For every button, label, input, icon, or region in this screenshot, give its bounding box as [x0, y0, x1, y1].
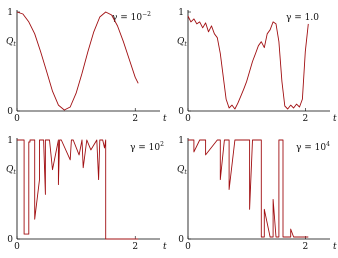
gamma-label-base: γ = 10	[296, 143, 327, 153]
y-axis-label: $Q_t$	[6, 165, 16, 176]
y-axis-label: $Q_t$	[177, 37, 187, 48]
x-tick-label: 0	[185, 242, 191, 252]
panel-4	[177, 136, 337, 252]
gamma-label-base: γ = 10	[112, 13, 143, 23]
series-line-Q	[17, 140, 138, 239]
gamma-label-exponent: 4	[326, 141, 330, 148]
y-tick-label: 1	[178, 8, 184, 18]
y-axis-label-sub: t	[13, 41, 16, 48]
panel-2	[177, 8, 337, 124]
y-axis-label: $Q_t$	[177, 165, 187, 176]
gamma-label	[286, 13, 319, 23]
x-tick-label: 2	[132, 114, 139, 124]
y-tick-label: 0	[7, 107, 13, 117]
gamma-label	[130, 141, 164, 153]
x-tick-label: 0	[185, 114, 191, 124]
y-axis-label-sub: t	[184, 41, 187, 48]
x-tick-label: 0	[14, 114, 20, 124]
y-tick-label: 1	[7, 8, 13, 18]
y-axis-label-sub: t	[13, 169, 16, 176]
panel-3	[6, 136, 167, 252]
x-tick-label: 2	[302, 242, 309, 252]
x-axis-label: t	[333, 242, 337, 252]
gamma-label-exponent: −2	[142, 11, 151, 18]
y-axis-label: $Q_t$	[6, 37, 16, 48]
y-tick-label: 1	[7, 136, 13, 146]
gamma-label-exponent: 2	[160, 141, 164, 148]
x-tick-label: 2	[132, 242, 139, 252]
panel-1	[6, 8, 167, 124]
gamma-label-base: γ = 1.0	[286, 13, 319, 23]
x-axis-label: t	[163, 242, 167, 252]
x-tick-label: 2	[302, 114, 309, 124]
gamma-label	[296, 141, 330, 153]
y-tick-label: 0	[7, 235, 13, 245]
gamma-label	[112, 11, 151, 23]
y-axis-label-sub: t	[184, 169, 187, 176]
gamma-label-base: γ = 10	[130, 143, 161, 153]
series-line-Q	[17, 12, 138, 110]
y-tick-label: 0	[178, 107, 184, 117]
y-tick-label: 1	[178, 136, 184, 146]
x-tick-label: 0	[14, 242, 20, 252]
series-line-Q	[188, 16, 308, 109]
y-tick-label: 0	[178, 235, 184, 245]
x-axis-label: t	[333, 114, 337, 124]
series-line-Q	[188, 140, 308, 237]
x-axis-label: t	[163, 114, 167, 124]
